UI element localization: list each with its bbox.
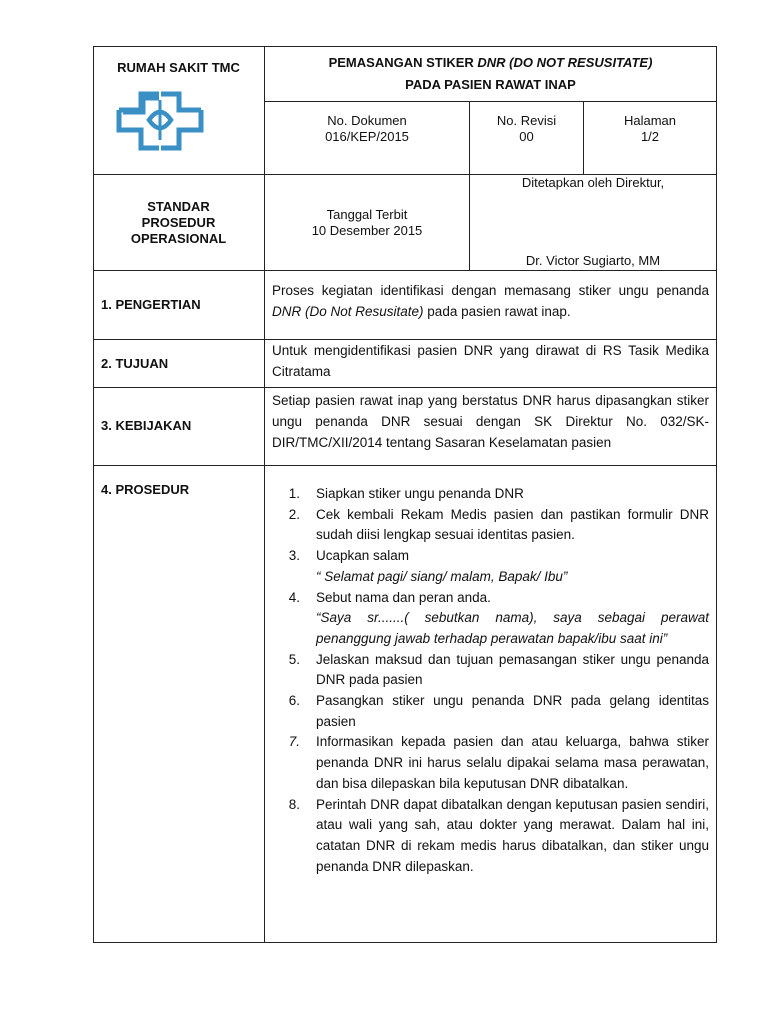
title-divider bbox=[264, 101, 716, 102]
pengertian-text-1: Proses kegiatan identifikasi dengan memasang stiker ungu penanda bbox=[272, 283, 709, 298]
table-border-right bbox=[716, 46, 717, 943]
issue-date-label: Tanggal Terbit bbox=[326, 206, 408, 222]
step-text: Informasikan kepada pasien dan atau keluarga, bahwa stiker penanda DNR ini harus selalu dipakai selama masa perawatan, dan bisa dilepaskan bila keputusan DNR dibatalkan. bbox=[316, 734, 709, 791]
hospital-cross-logo-icon bbox=[115, 90, 205, 152]
step-text: Pasangkan stiker ungu penanda DNR pada gelang identitas pasien bbox=[316, 693, 709, 729]
step-quote: “Saya sr.......( sebutkan nama), saya sebagai perawat penanggung jawab terhadap perawatan bapak/ibu saat ini” bbox=[316, 610, 709, 646]
step-number: 5. bbox=[288, 651, 300, 667]
title-line-1 bbox=[329, 55, 653, 71]
step-number: 4. bbox=[288, 589, 300, 605]
step-text: Jelaskan maksud dan tujuan pemasangan stiker ungu penanda DNR pada pasien bbox=[316, 651, 709, 688]
kebijakan-text: Setiap pasien rawat inap yang berstatus DNR harus dipasangkan stiker ungu penanda DNR sesuai dengan SK Direktur No. 032/SK-DIR/TMC/XII/2014 tentang Sasaran Keselamatan pasien bbox=[272, 393, 709, 450]
director-name: Dr. Victor Sugiarto, MM bbox=[525, 253, 661, 268]
prosedur-label: 4. PROSEDUR bbox=[101, 482, 190, 497]
step-number: 3. bbox=[288, 548, 300, 564]
row-divider-5 bbox=[93, 465, 717, 466]
step-text: Siapkan stiker ungu penanda DNR bbox=[316, 486, 524, 501]
step-quote: “ Selamat pagi/ siang/ malam, Bapak/ Ibu” bbox=[316, 568, 568, 584]
step-text: Sebut nama dan peran anda. bbox=[316, 589, 491, 605]
issue-date-value: 10 Desember 2015 bbox=[311, 222, 423, 238]
issue-date-cell bbox=[265, 175, 469, 270]
procedure-step bbox=[272, 546, 709, 587]
tujuan-text: Untuk mengidentifikasi pasien DNR yang dirawat di RS Tasik Medika Citratama bbox=[272, 343, 709, 379]
pengertian-text bbox=[272, 280, 709, 322]
procedure-step bbox=[272, 505, 709, 546]
table-border-top bbox=[93, 46, 717, 47]
pengertian-italic: DNR (Do Not Resusitate) bbox=[272, 304, 424, 319]
document-title bbox=[265, 48, 716, 100]
sop-line-3: OPERASIONAL bbox=[130, 230, 227, 246]
doc-number-value: 016/KEP/2015 bbox=[325, 129, 409, 144]
sop-line-2: PROSEDUR bbox=[141, 214, 216, 230]
procedure-step bbox=[272, 732, 709, 794]
step-text: Perintah DNR dapat dibatalkan dengan keputusan pasien sendiri, atau wali yang sah, atau dokter yang merawat. Dalam hal ini, catatan DNR di rekam medis harus dibatalkan, dan stiker ungu penanda DNR dilepaskan. bbox=[316, 796, 709, 874]
step-number: 7. bbox=[288, 734, 300, 750]
pengertian-label: 1. PENGERTIAN bbox=[101, 297, 201, 312]
step-number: 1. bbox=[288, 486, 300, 501]
row-divider-2 bbox=[93, 270, 717, 271]
page-label: Halaman bbox=[623, 113, 677, 128]
sop-label bbox=[93, 175, 264, 270]
hospital-name: RUMAH SAKIT TMC bbox=[117, 60, 240, 75]
doc-number-label: No. Dokumen bbox=[327, 113, 407, 128]
revision-value: 00 bbox=[519, 129, 534, 144]
title-prefix: PEMASANGAN STIKER bbox=[328, 55, 478, 70]
procedure-step bbox=[272, 795, 709, 878]
tujuan-label: 2. TUJUAN bbox=[101, 356, 169, 371]
step-number: 6. bbox=[288, 693, 300, 709]
procedure-steps bbox=[272, 484, 709, 877]
sop-line-1: STANDAR bbox=[147, 198, 210, 214]
doc-number-cell bbox=[265, 113, 469, 145]
page-cell bbox=[584, 113, 716, 145]
procedure-step bbox=[272, 588, 709, 650]
kebijakan-label: 3. KEBIJAKAN bbox=[101, 418, 192, 433]
revision-cell bbox=[470, 113, 583, 145]
step-number: 8. bbox=[288, 796, 300, 812]
table-border-bottom bbox=[93, 942, 717, 943]
title-line-2: PADA PASIEN RAWAT INAP bbox=[405, 77, 576, 92]
step-text: Ucapkan salam bbox=[316, 548, 410, 564]
procedure-step bbox=[272, 650, 709, 691]
set-by-label: Ditetapkan oleh Direktur, bbox=[521, 175, 665, 190]
step-text: Cek kembali Rekam Medis pasien dan pastikan formulir DNR sudah diisi lengkap sesuai identitas pasien. bbox=[316, 506, 709, 543]
procedure-step bbox=[272, 691, 709, 732]
title-italic: DNR (DO NOT RESUSITATE) bbox=[477, 55, 653, 70]
row-divider-4 bbox=[93, 387, 717, 388]
revision-label: No. Revisi bbox=[496, 113, 557, 128]
step-number: 2. bbox=[288, 506, 300, 522]
page-value: 1/2 bbox=[640, 129, 660, 144]
procedure-step bbox=[272, 484, 709, 505]
pengertian-text-2: pada pasien rawat inap. bbox=[423, 304, 571, 319]
